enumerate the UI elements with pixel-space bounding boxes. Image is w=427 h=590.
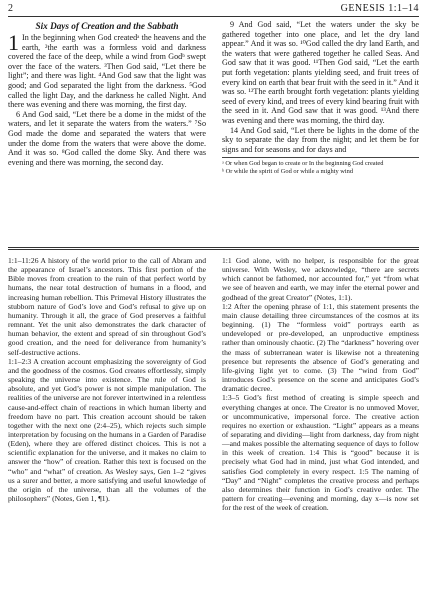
scripture-paragraph [8, 30, 206, 110]
footnotes [222, 160, 419, 175]
commentary-column-right [222, 256, 419, 512]
scripture-paragraph: 14 And God said, “Let there be lights in the dome of the sky to separate the day from the night; and let them be for signs and for seasons and for days and [222, 125, 419, 154]
scripture-paragraph: 6 And God said, “Let there be a dome in the midst of the waters, and let it separate the waters from the waters.” ⁷So God made the dome and separated the waters that were under the dome from the waters that were above the dome. And it was so. ⁸God called the dome Sky. And there was evening and there was morning, the second day. [8, 109, 206, 167]
header-rule [8, 16, 419, 17]
section-divider-rule [8, 249, 419, 250]
page-header [8, 3, 419, 15]
scripture-column-right [222, 20, 419, 176]
commentary-paragraph: 1:1 God alone, with no helper, is responsible for the great universe. With Wesley, we acknowledge, “there are secrets which cannot be fathomed, nor accounted for,” yet “from what we see of heaven and earth, we may infer the eternal power and godhead of the great Creator” (Notes, 1:1). [222, 256, 419, 302]
commentary-paragraph: 1:1–2:3 A creation account emphasizing the sovereignty of God and the goodness of the cosmos. God creates effortlessly, simply speaking the universe into existence. The rule of God is absolute, and yet God’s power is not simple manipulation. The realities of the universe are not forever intertwined in a relentless cause-and-effect chain of reactions in which human liberty and freedom have no part. This creation account should be taken together with the next one (2:4–25), which rejects such simple interpretation by focusing on the humans in a Garden of Paradise (Eden), where they are offered distinct choices. This is not a scientific explanation for the universe, and it makes no claim to answer the “how” of creation. Rather this text is focused on the “who” and “what” of creation. As Wesley says, Gen 1–2 “gives us a surer and better, a more satisfying and useful knowledge of the origin of the universe, than all the volumes of the philosophers” (Notes, Gen 1, ¶1). [8, 356, 206, 504]
footnote: ᵇ Or while the spirit of God or while a mighty wind [222, 167, 354, 175]
commentary-paragraph: 1:1–11:26 A history of the world prior to the call of Abram and the appearance of Israel’s ancestors. This first portion of the Bible moves from creation to the ruin of that perfect world by humans, the near total destruction of humans in a flood, and increasing human rebellion. This Primeval History illustrates the stubborn nature of God’s love and God’s refusal to give up on humanity. Through it all, the grace of God preserves a faithful remnant. Yet the unit also demonstrates the dark character of human behavior, the extent and spread of sin throughout God’s good creation, and the need for deliverance from humanity’s self-destructive actions. [8, 256, 206, 357]
footnote: ᵃ Or when God began to create or In the beginning God created [222, 160, 384, 168]
scripture-text: In the beginning when God createdᵃ the heavens and the earth, ²the earth was a formless void and darkness covered the face of the deep, while a wind from Godᵇ swept over the face of the waters. ³Then God said, “Let there be light”; and there was light. ⁴And God saw that the light was good; and God separated the light from the darkness. ⁵God called the light Day, and the darkness he called Night. And there was evening and there was morning, the first day. [8, 33, 206, 110]
running-head: GENESIS 1:1–14 [340, 3, 419, 14]
page-number: 2 [8, 3, 13, 14]
section-divider-rule [8, 247, 419, 248]
footnote-rule [222, 157, 419, 158]
commentary-paragraph: 1:2 After the opening phrase of 1:1, this statement presents the main clause detailing three circumstances of the cosmos at its beginning. (1) The “formless void” portrays earth as undeveloped or pre-developed, an unproductive emptiness rather than ominously chaotic. (2) The “darkness” hovering over the mass of subterranean water is likewise not a threatening presence but represents the absence of God’s generating and life-giving light yet to come. (3) The “wind from God” introduces God’s presence on the scene and anticipates God’s dramatic decree. [222, 301, 419, 394]
commentary-column-left [8, 256, 206, 503]
commentary-paragraph: 1:3–5 God’s first method of creating is simple speech and everything changes at once. The Creator is no unmoved Mover, or uncommunicative, impersonal force. The creative action requires no exertion or exhaustion. “Light” appears as a means of separating and dividing—light from darkness, day from night—and makes possible the alternating sequence of days to follow in this week of creation. 1:4 This is “good” because it is precisely what God had in mind, just what God intended, and satisfies God completely in every respect. 1:5 The naming of “Day” and “Night” completes the creative process and perhaps also determines their function in God’s creative order. The pattern for creating—evening and morning, day x—is now set for the rest of the week of creation. [222, 393, 419, 513]
scripture-paragraph: 9 And God said, “Let the waters under the sky be gathered together into one place, and let the dry land appear.” And it was so. ¹⁰God called the dry land Earth, and the waters that were gathered together he called Seas. And God saw that it was good. ¹¹Then God said, “Let the earth put forth vegetation: plants yielding seed, and fruit trees of every kind on earth that bear fruit with the seed in it.” And it was so. ¹²The earth brought forth vegetation: plants yielding seed of every kind, and trees of every kind bearing fruit with the seed in it. And God saw that it was good. ¹³And there was evening and there was morning, the third day. [222, 20, 419, 125]
section-title: Six Days of Creation and the Sabbath [35, 21, 179, 31]
chapter-dropcap: 1 [8, 30, 19, 55]
scripture-column-left [8, 20, 206, 167]
